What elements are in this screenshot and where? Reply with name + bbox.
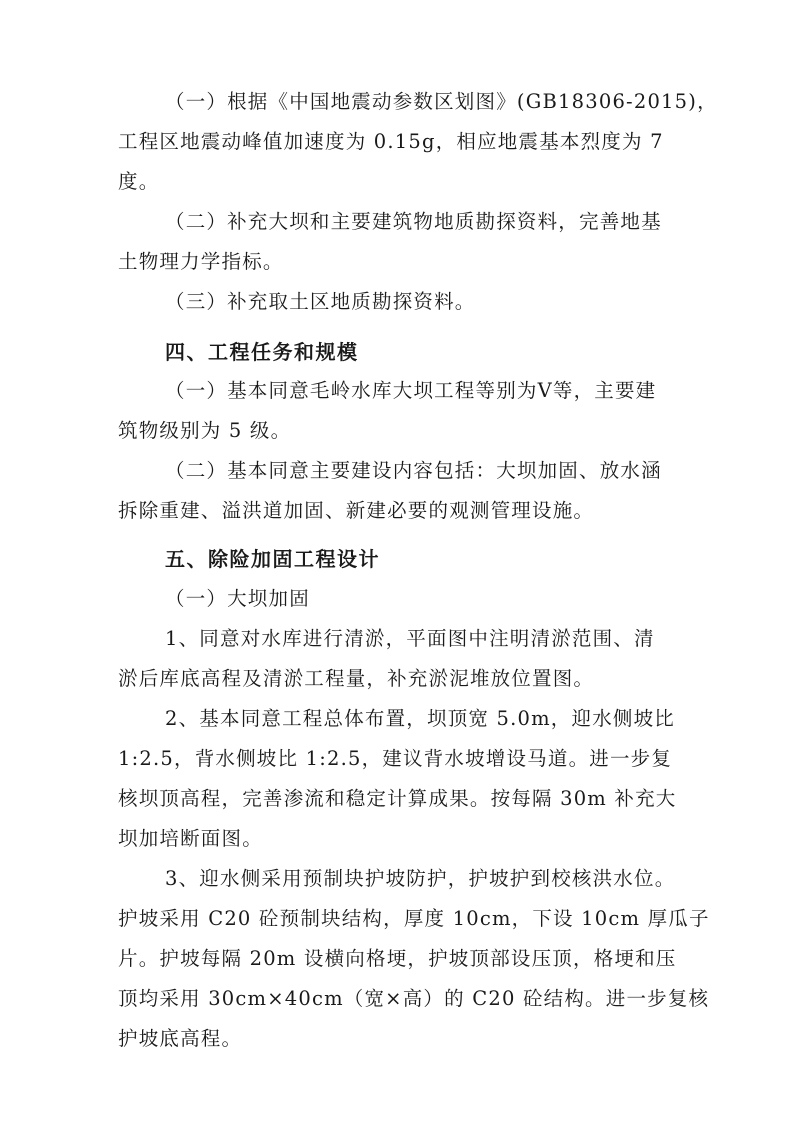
section-heading: 四、工程任务和规模 (165, 340, 359, 364)
subsection-heading: （一）大坝加固 (165, 587, 310, 610)
paragraph-line: 3、迎水侧采用预制块护坡防护，护坡护到校核洪水位。 (165, 867, 676, 890)
section-heading: 五、除险加固工程设计 (165, 547, 380, 571)
paragraph-line: （二）补充大坝和主要建筑物地质勘探资料，完善地基 (165, 210, 662, 233)
paragraph-line: 护坡采用 C20 砼预制块结构，厚度 10cm，下设 10cm 厚瓜子 (118, 907, 710, 930)
paragraph-line: （一）根据《中国地震动参数区划图》(GB18306-2015)， (165, 90, 718, 113)
paragraph-line: （三）补充取土区地质勘探资料。 (165, 290, 476, 313)
paragraph-line: （一）基本同意毛岭水库大坝工程等别为Ⅴ等，主要建 (165, 379, 657, 402)
paragraph-line: 拆除重建、溢洪道加固、新建必要的观测管理设施。 (118, 499, 595, 522)
paragraph-line: 2、基本同意工程总体布置，坝顶宽 5.0m，迎水侧坡比 (165, 707, 676, 730)
paragraph-line: 淤后库底高程及清淤工程量，补充淤泥堆放位置图。 (118, 667, 595, 690)
paragraph-line: 1、同意对水库进行清淤，平面图中注明清淤范围、清 (165, 627, 655, 650)
paragraph-line: 核坝顶高程，完善渗流和稳定计算成果。按每隔 30m 补充大 (118, 787, 677, 810)
paragraph-line: 坝加培断面图。 (118, 827, 263, 850)
paragraph-line: 护坡底高程。 (118, 1027, 243, 1050)
paragraph-line: 工程区地震动峰值加速度为 0.15g，相应地震基本烈度为 7 (118, 130, 664, 153)
paragraph-line: 土物理力学指标。 (118, 250, 284, 273)
paragraph-line: 筑物级别为 5 级。 (118, 419, 292, 442)
paragraph-line: 度。 (118, 170, 160, 193)
paragraph-line: 1:2.5，背水侧坡比 1:2.5，建议背水坡增设马道。进一步复 (118, 747, 673, 770)
paragraph-line: 顶均采用 30cm×40cm（宽×高）的 C20 砼结构。进一步复核 (118, 987, 710, 1010)
paragraph-line: 片。护坡每隔 20m 设横向格埂，护坡顶部设压顶，格埂和压 (118, 947, 677, 970)
paragraph-line: （二）基本同意主要建设内容包括：大坝加固、放水涵 (165, 459, 662, 482)
